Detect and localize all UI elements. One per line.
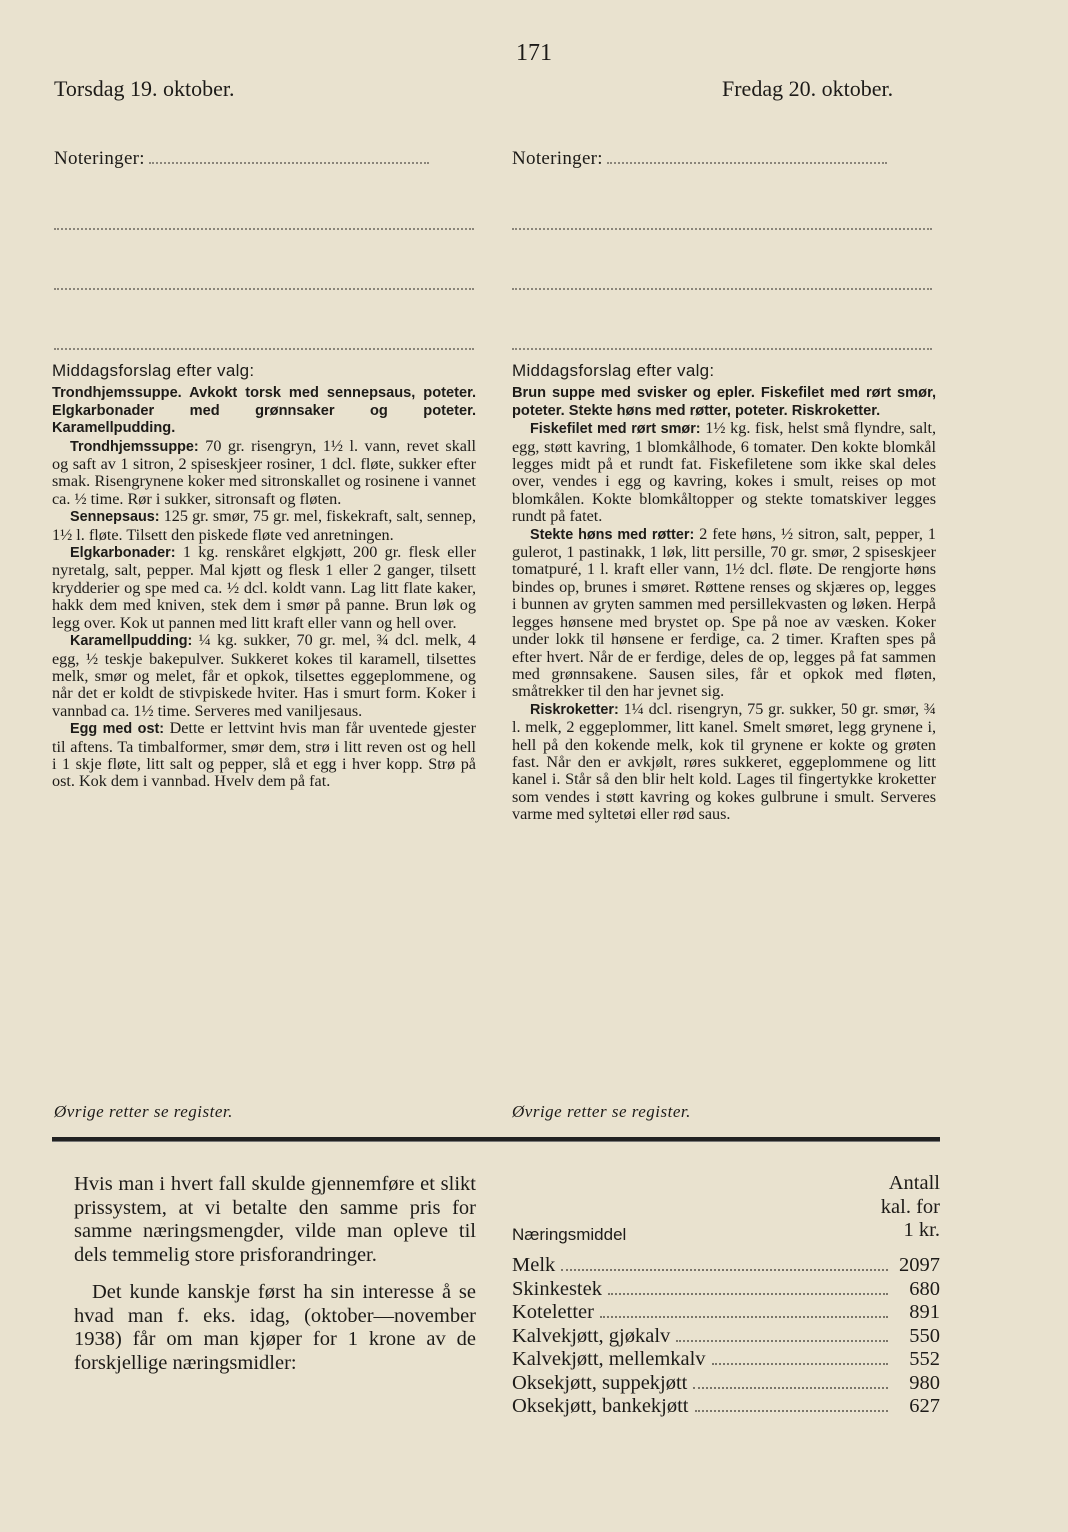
recipe-list — [52, 438, 476, 791]
food-name: Skinkestek — [512, 1277, 602, 1300]
notes-label-left: Noteringer: — [54, 148, 145, 169]
dot-leader — [608, 1281, 888, 1295]
notes-dotted-line — [54, 230, 474, 290]
right-day-heading: Fredag 20. oktober. — [722, 76, 894, 101]
notes-dotted-line — [512, 290, 932, 350]
table-row — [512, 1325, 940, 1349]
left-day-heading: Torsdag 19. oktober. — [54, 76, 235, 101]
recipe-title: Sennepsaus: — [70, 509, 160, 526]
calorie-value: 552 — [909, 1348, 940, 1370]
recipe-text: Dette er lettvint hvis man får uventede gjester til aftens. Ta timbalformer, smør dem, strø i litt reven ost og hell i 1 skje fløte, litt salt og pepper, slå et egg i hver kopp. Strø på ost. Kok dem i vannbad. Hvelv dem på fat. — [52, 719, 476, 791]
body-paragraph: Hvis man i hvert fall skulde gjennemføre et slikt prissystem, at vi betalte den samme pris for samme næringsmengder, vilde man opleve til dels temmelig store prisforandringer. — [74, 1173, 476, 1266]
calorie-value: 2097 — [899, 1254, 940, 1276]
dot-leader — [693, 1375, 888, 1389]
recipe-text: 1¼ dcl. risengryn, 75 gr. sukker, 50 gr. smør, ¾ l. melk, 2 eggeplommer, litt kanel. Smelt smøret, legg grynene i, hell på den kokende melk, kok til grynene er kokte og grøten fast. Når den er avkjølt, røres sukkeret, eggeplommene og litt kanel i. Står så den blir helt kold. Lages til fingertykke kroketter som vendes i støtt kavring og kokes gulbrune i smult. Serveres varme med syltetøi eller rød saus. — [512, 699, 936, 824]
table-row — [512, 1348, 940, 1372]
left-menu-column — [52, 362, 476, 791]
table-row — [512, 1278, 940, 1302]
food-name: Oksekjøtt, suppekjøtt — [512, 1371, 688, 1394]
notes-dotted-line — [149, 148, 429, 164]
recipe-paragraph — [52, 544, 476, 632]
calorie-value: 980 — [909, 1371, 940, 1394]
column-header-food: Næringsmiddel — [512, 1224, 627, 1244]
food-name: Oksekjøtt, bankekjøtt — [512, 1395, 689, 1417]
menu-intro: Trondhjemssuppe. Avkokt torsk med sennepsaus, poteter. Elgkarbonader med grønnsaker og poteter. Karamellpudding. — [52, 385, 476, 437]
notes-dotted-line — [512, 170, 932, 230]
recipe-paragraph — [512, 420, 936, 525]
recipe-text: 70 gr. risengryn, 1½ l. vann, revet skall og saft av 1 sitron, 2 spiseskjeer rosiner, 1 dcl. fløte, sukker efter smak. Risengrynene koker med sitronskallet og rosinene i vannet ca. ½ time. Rør i sukker, sitronsaft og fløten. — [52, 436, 476, 508]
recipe-text: 1 kg. renskåret elgkjøtt, 200 gr. flesk eller nyretalg, salt, pepper. Mal kjøtt og flesk 1 eller 2 ganger, tilsett krydderier og spe med ca. ½ dcl. koldt vann. Lag litt flate kaker, hakk dem med kniven, stek dem i smør på panne. Brun løk og legg over. Kok ut pannen med litt kraft eller vann og hell over. — [52, 543, 476, 632]
recipe-title: Trondhjemssuppe: — [70, 438, 199, 455]
table-row — [512, 1254, 940, 1278]
notes-dotted-line — [607, 148, 887, 164]
recipe-text: ¼ kg. sukker, 70 gr. mel, ¾ dcl. melk, 4 egg, ½ teskje bakepulver. Sukkeret kokes til karamell, tilsettes melk, smør og melet, får et opkok, tilsettes eggeplommene, og når det er koldt de stivpiskede hviter. Has i smurt form. Koker i vannbad ca. 1½ time. Serveres med vaniljesaus. — [52, 631, 476, 720]
notes-label-right: Noteringer: — [512, 148, 603, 169]
price-system-text — [74, 1173, 476, 1389]
recipe-title: Elgkarbonader: — [70, 545, 176, 562]
recipe-paragraph — [52, 508, 476, 544]
food-name: Kalvekjøtt, mellemkalv — [512, 1348, 706, 1370]
recipe-paragraph — [512, 526, 936, 701]
recipe-title: Egg med ost: — [70, 721, 165, 738]
recipe-text: 1½ kg. fisk, helst små flyndre, salt, egg, støtt kavring, 1 blomkålhode, 6 tomater. Den kokte blomkål legges midt på et rundt fat. Fiskefiletene som ikke skal deles over, vendes i egg og kavring, kokes i smult, reises op mot blomkålen. Kokte blomkåltopper og stekte tomatskiver legges rundt på fatet. — [512, 419, 937, 526]
food-name: Melk — [512, 1254, 556, 1276]
page-number: 171 — [516, 40, 552, 66]
recipe-paragraph — [52, 438, 476, 509]
right-footer-note: Øvrige retter se register. — [512, 1102, 691, 1121]
recipe-title: Karamellpudding: — [70, 633, 193, 650]
calorie-value: 627 — [909, 1395, 940, 1417]
left-notes — [54, 148, 484, 350]
right-notes — [512, 148, 942, 350]
table-row — [512, 1395, 940, 1419]
menu-heading: Middagsforslag efter valg: — [512, 361, 715, 380]
dot-leader — [676, 1328, 888, 1342]
dot-leader — [600, 1304, 888, 1318]
calorie-value: 891 — [909, 1301, 940, 1323]
recipe-title: Stekte høns med røtter: — [530, 526, 695, 543]
recipe-text: 2 fete høns, ½ sitron, salt, pepper, 1 gulerot, 1 pastinakk, 1 løk, litt persille, 70 gr. smør, 2 spiseskjeer tomatpuré, 1 l. kraft eller vann, 1½ dcl. fløte. De rengjorte høns bindes op, brunes i smøret. Røttene renses og skjæres op, legges i bunnen av gryten sammen med persillekvasten og løken. Herpå legges hønsene med brystet op. Spe på noe av væsken. Koker under lokk til hønsene er ferdige, ca. 2 timer. Kraften spes på efter hvert. Når de er ferdige, deles de op, legges på fat sammen med grønnsakene. Sausen siles, får et opkok med fløten, småtrekker til den har jevnet sig. — [512, 524, 936, 701]
recipe-paragraph — [512, 701, 936, 824]
header-line: 1 kr. — [903, 1219, 940, 1241]
left-footer-note: Øvrige retter se register. — [54, 1102, 233, 1121]
recipe-text: 125 gr. smør, 75 gr. mel, fiskekraft, salt, sennep, 1½ l. fløte. Tilsett den piskede fløte ved anretningen. — [52, 507, 476, 544]
notes-dotted-line — [512, 230, 932, 290]
recipe-title: Fiskefilet med rørt smør: — [530, 421, 701, 438]
header-line: Antall — [888, 1172, 940, 1194]
table-row — [512, 1301, 940, 1325]
food-name: Koteletter — [512, 1301, 594, 1323]
notes-dotted-line — [54, 170, 474, 230]
menu-intro: Brun suppe med svisker og epler. Fiskefilet med rørt smør, poteter. Stekte høns med røtter, poteter. Riskroketter. — [512, 385, 936, 419]
recipe-paragraph — [52, 720, 476, 791]
table-row — [512, 1372, 940, 1396]
dot-leader — [712, 1351, 888, 1365]
body-paragraph: Det kunde kanskje først ha sin interesse å se hvad man f. eks. idag, (oktober—november 1938) får om man kjøper for 1 krone av de forskjellige næringsmidler: — [74, 1281, 476, 1374]
recipe-paragraph — [52, 632, 476, 720]
notes-dotted-line — [54, 290, 474, 350]
column-header-calories — [830, 1172, 940, 1243]
recipe-title: Riskroketter: — [530, 701, 619, 718]
calorie-value: 550 — [909, 1324, 940, 1347]
table-header — [512, 1172, 940, 1246]
recipe-list — [512, 420, 936, 823]
dot-leader — [561, 1257, 888, 1271]
dot-leader — [695, 1398, 888, 1412]
section-divider — [52, 1137, 940, 1142]
food-name: Kalvekjøtt, gjøkalv — [512, 1324, 671, 1347]
right-menu-column — [512, 362, 936, 824]
header-line: kal. for — [880, 1195, 940, 1218]
calorie-table — [512, 1172, 940, 1419]
menu-heading: Middagsforslag efter valg: — [52, 361, 255, 380]
calorie-value: 680 — [909, 1277, 940, 1300]
